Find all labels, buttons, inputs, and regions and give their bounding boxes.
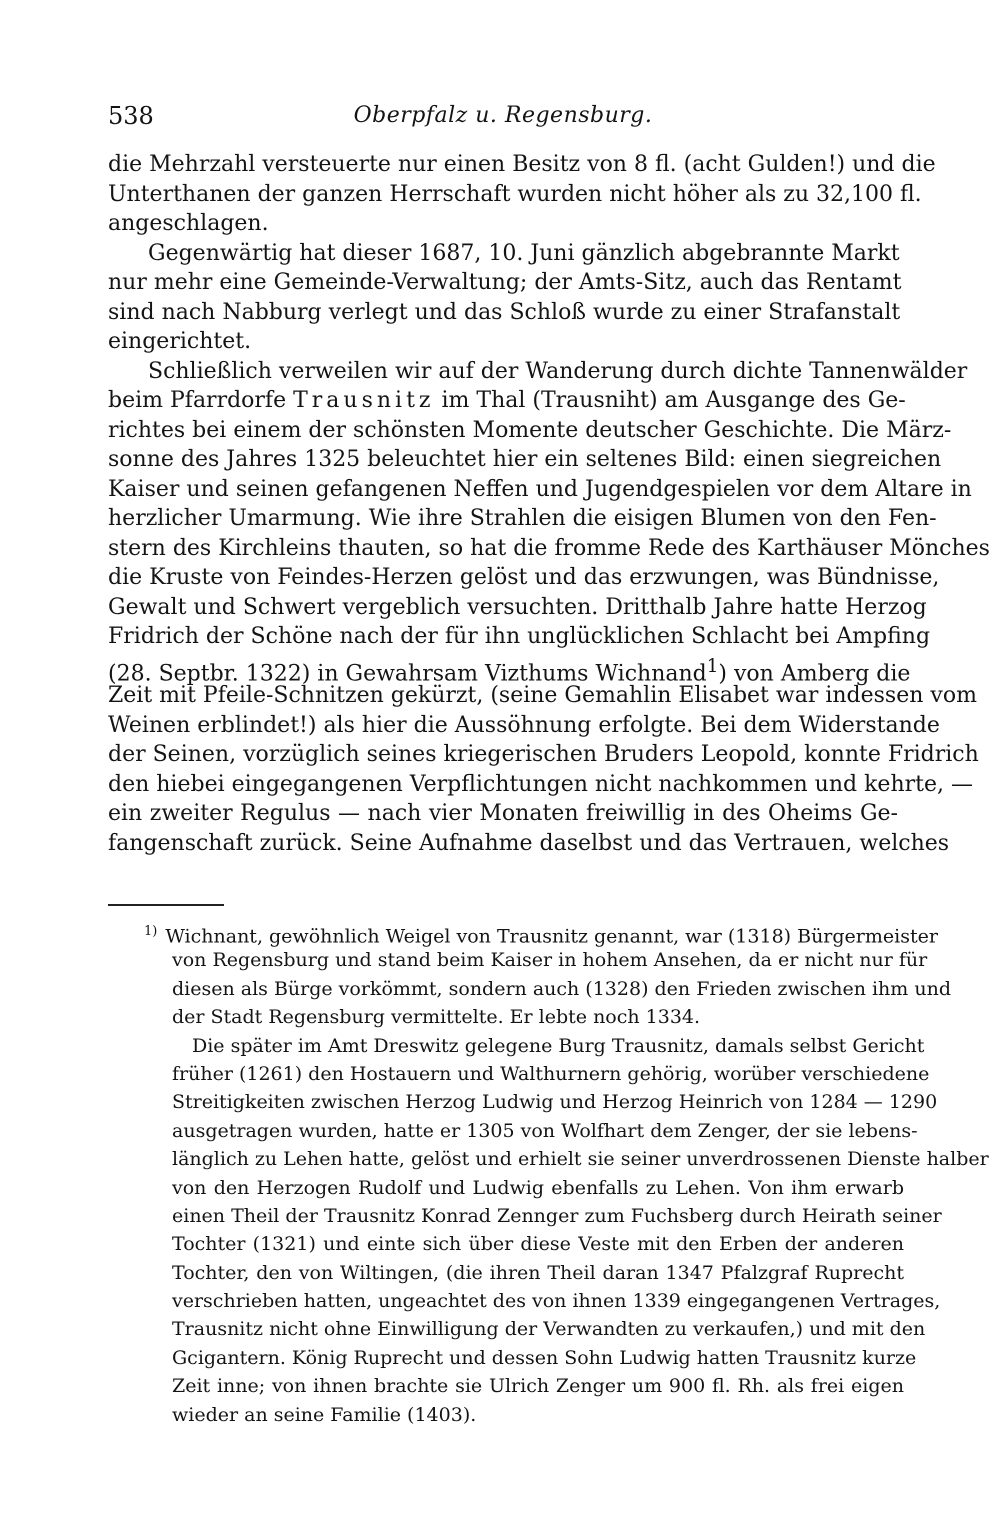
footnote-line: länglich zu Lehen hatte, gelöst und erhielt sie seiner unverdrossenen Dienste halber <box>172 1148 989 1171</box>
text-line: Weinen erblindet!) als hier die Aussöhnung erfolgte. Bei dem Widerstande <box>108 712 940 738</box>
footnote-line: der Stadt Regensburg vermittelte. Er lebte noch 1334. <box>172 1006 701 1029</box>
text-line: den hiebei eingegangenen Verpflichtungen nicht nachkommen und kehrte, — <box>108 771 973 797</box>
text-segment: beim Pfarrdorfe <box>108 388 287 413</box>
footnote-line: Trausnitz nicht ohne Einwilligung der Verwandten zu verkaufen,) und mit den <box>172 1318 926 1341</box>
footnote-marker-paren: ) <box>152 924 158 939</box>
footnote-line: verschrieben hatten, ungeachtet des von ihnen 1339 eingegangenen Vertrages, <box>172 1290 941 1313</box>
text-line: Unterthanen der ganzen Herrschaft wurden nicht höher als zu 32,100 fl. <box>108 181 922 207</box>
footnote-line: Gcigantern. König Ruprecht und dessen Sohn Ludwig hatten Trausnitz kurze <box>172 1346 917 1369</box>
text-line: nur mehr eine Gemeinde-Verwaltung; der Amts-Sitz, auch das Rentamt <box>108 270 902 295</box>
text-line: eingerichtet. <box>108 329 252 354</box>
footnote-line: diesen als Bürge vorkömmt, sondern auch (1328) den Frieden zwischen ihm und <box>172 977 951 1000</box>
footnote-text: Wichnant, gewöhnlich Weigel von Trausnitz genannt, war (1318) Bürgermeister <box>165 925 938 948</box>
text-line: ein zweiter Regulus — nach vier Monaten freiwillig in des Oheims Ge- <box>108 801 898 826</box>
text-line: Kaiser und seinen gefangenen Neffen und Jugendgespielen vor dem Altare in <box>108 476 972 502</box>
text-line: Schließlich verweilen wir auf der Wanderung durch dichte Tannenwälder <box>148 358 968 384</box>
text-line: die Kruste von Feindes-Herzen gelöst und das erzwungen, was Bündnisse, <box>108 565 940 590</box>
running-title: Oberpfalz u. Regensburg. <box>353 103 653 128</box>
footnote-line <box>144 918 938 948</box>
footnotes <box>144 918 989 1429</box>
text-line: Zeit mit Pfeile-Schnitzen gekürzt, (seine Gemahlin Elisabet war indessen vom <box>108 683 977 708</box>
footnote-line: Tochter, den von Wiltingen, (die ihren Theil daran 1347 Pfalzgraf Ruprecht <box>172 1261 904 1284</box>
footnote-line: von Regensburg und stand beim Kaiser in hohem Ansehen, da er nicht nur für <box>172 949 928 972</box>
text-line <box>108 386 906 416</box>
text-line: der Seinen, vorzüglich seines kriegerischen Bruders Leopold, konnte Fridrich <box>108 742 979 767</box>
footnote-line: von den Herzogen Rudolf und Ludwig ebenfalls zu Lehen. Von ihm erwarb <box>172 1176 904 1199</box>
footnote-line: Die später im Amt Dreswitz gelegene Burg Trausnitz, damals selbst Gericht <box>192 1034 925 1057</box>
text-segment: im Thal (Trausniht) am Ausgange des Ge- <box>441 388 906 413</box>
footnote-line: einen Theil der Trausnitz Konrad Zennger zum Fuchsberg durch Heirath seiner <box>172 1204 942 1227</box>
footnote-line: ausgetragen wurden, hatte er 1305 von Wolfhart dem Zenger, der sie lebens- <box>172 1119 918 1142</box>
text-line: herzlicher Umarmung. Wie ihre Strahlen die eisigen Blumen von den Fen- <box>108 506 937 531</box>
text-line: Gegenwärtig hat dieser 1687, 10. Juni gänzlich abgebrannte Markt <box>148 240 900 266</box>
footnote-line: früher (1261) den Hostauern und Walthurnern gehörig, worüber verschiedene <box>172 1062 930 1085</box>
text-line: stern des Kirchleins thauten, so hat die fromme Rede des Karthäuser Mönches <box>108 535 990 561</box>
footnote-line: Streitigkeiten zwischen Herzog Ludwig und Herzog Heinrich von 1284 — 1290 <box>172 1091 938 1114</box>
footnote-line: wieder an seine Familie (1403). <box>172 1403 477 1426</box>
text-line <box>108 652 911 686</box>
text-line: die Mehrzahl versteuerte nur einen Besitz von 8 fl. (acht Gulden!) und die <box>108 152 936 177</box>
footnote-line: Zeit inne; von ihnen brachte sie Ulrich Zenger um 900 fl. Rh. als frei eigen <box>172 1375 904 1398</box>
page-number: 538 <box>108 102 154 130</box>
text-segment: ) von Amberg die <box>718 660 911 686</box>
text-line: sonne des Jahres 1325 beleuchtet hier ein seltenes Bild: einen siegreichen <box>108 447 942 472</box>
footnote-reference: 1 <box>706 655 719 677</box>
text-line: fangenschaft zurück. Seine Aufnahme daselbst und das Vertrauen, welches <box>108 830 950 856</box>
text-line: Gewalt und Schwert vergeblich versuchten. Dritthalb Jahre hatte Herzog <box>108 594 927 620</box>
text-segment: (28. Septbr. 1322) in Gewahrsam Vizthums Wichnand <box>108 660 707 686</box>
footnote-separator <box>108 904 224 906</box>
footnote-marker <box>144 924 157 939</box>
text-line: sind nach Nabburg verlegt und das Schloß wurde zu einer Strafanstalt <box>108 299 901 325</box>
text-line: angeschlagen. <box>108 211 269 236</box>
spaced-place-name: Trausnitz <box>293 388 435 413</box>
footnote-marker-number: 1 <box>144 924 153 939</box>
page-header <box>108 96 898 136</box>
text-line: richtes bei einem der schönsten Momente deutscher Geschichte. Die März- <box>108 417 952 443</box>
text-line: Fridrich der Schöne nach der für ihn unglücklichen Schlacht bei Ampfing <box>108 624 931 649</box>
main-text <box>108 150 990 858</box>
footnote-line: Tochter (1321) und einte sich über diese Veste mit den Erben der anderen <box>172 1233 904 1256</box>
